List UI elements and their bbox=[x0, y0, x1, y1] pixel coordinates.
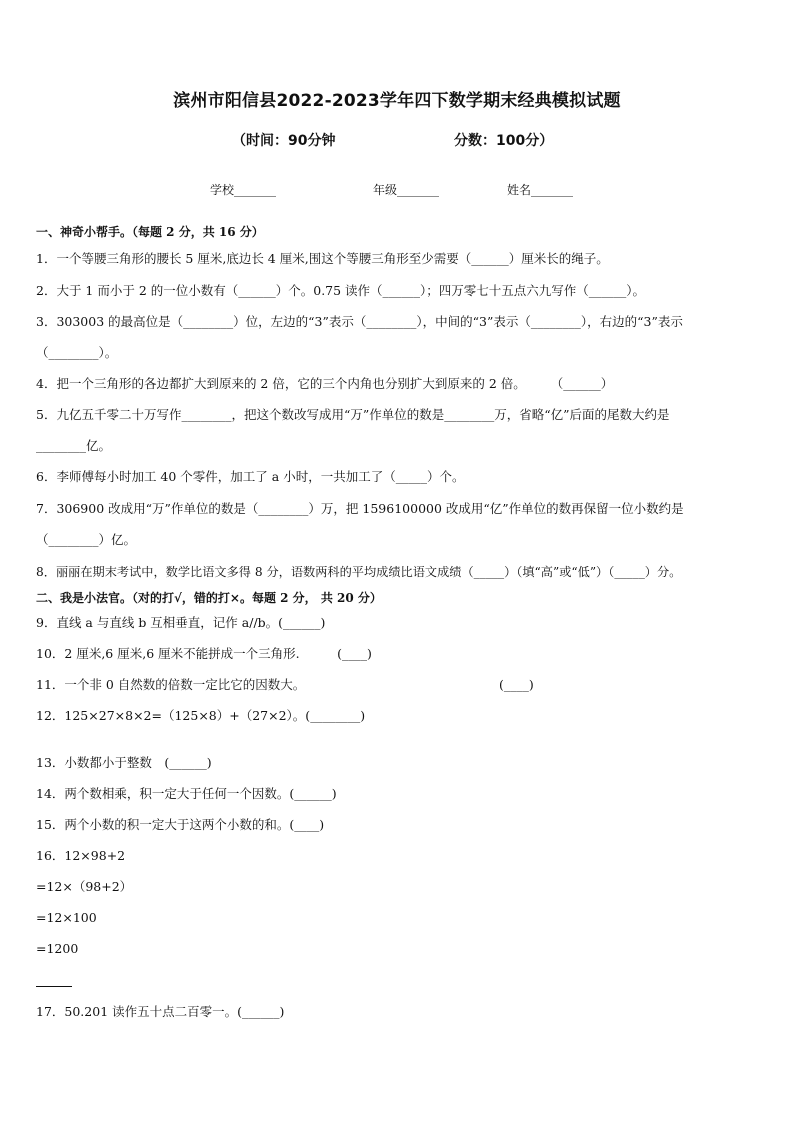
question-line: =1200 bbox=[36, 941, 79, 956]
question-line: 8．丽丽在期末考试中，数学比语文多得 8 分，语数两科的平均成绩比语文成绩（_____）（填“高”或“低”）（_____）分。 bbox=[36, 565, 682, 579]
question-line: （________）。 bbox=[36, 345, 118, 360]
grade-field[interactable]: 年级_______ bbox=[373, 183, 440, 197]
question-line: 5．九亿五千零二十万写作________，把这个数改写成用“万”作单位的数是________万，省略“亿”后面的尾数大约是 bbox=[36, 407, 670, 422]
question-line: 1．一个等腰三角形的腰长 5 厘米,底边长 4 厘米,围这个等腰三角形至少需要（______）厘米长的绳子。 bbox=[36, 251, 609, 266]
question-line: 11．一个非 0 自然数的倍数一定比它的因数大。 (____) bbox=[36, 677, 534, 692]
question-line: 3．303003 的最高位是（________）位，左边的“3”表示（________），中间的“3”表示（________），右边的“3”表示 bbox=[36, 314, 683, 329]
question-line: 13．小数都小于整数 (______) bbox=[36, 755, 212, 770]
question-line: 6．李师傅每小时加工 40 个零件，加工了 a 小时，一共加工了（_____）个。 bbox=[36, 469, 465, 484]
school-field[interactable]: 学校_______ bbox=[210, 183, 277, 197]
question-line: =12×（98+2） bbox=[36, 879, 133, 894]
exam-score: 分数：100分） bbox=[454, 133, 554, 149]
question-line: 10．2 厘米,6 厘米,6 厘米不能拼成一个三角形. (____) bbox=[36, 646, 372, 661]
question-line: 15．两个小数的积一定大于这两个小数的和。(____) bbox=[36, 817, 325, 832]
question-line: 17．50.201 读作五十点二百零一。(______) bbox=[36, 1004, 285, 1019]
question-line: （________）亿。 bbox=[36, 532, 137, 547]
name-field[interactable]: 姓名_______ bbox=[507, 183, 574, 197]
question-line: 2．大于 1 而小于 2 的一位小数有（______）个。0.75 读作（______）；四万零七十五点六九写作（______）。 bbox=[36, 283, 646, 298]
question-line: 7．306900 改成用“万”作单位的数是（________）万，把 1596100000 改成用“亿”作单位的数再保留一位小数约是 bbox=[36, 501, 684, 516]
question-line: 4．把一个三角形的各边都扩大到原来的 2 倍，它的三个内角也分别扩大到原来的 2 倍。 （______） bbox=[36, 376, 614, 391]
answer-underline bbox=[36, 986, 72, 987]
exam-title: 滨州市阳信县2022-2023学年四下数学期末经典模拟试题 bbox=[173, 91, 621, 111]
question-line: 14．两个数相乘，积一定大于任何一个因数。(______) bbox=[36, 786, 337, 801]
section-heading-1: 一、神奇小帮手。（每题 2 分，共 16 分） bbox=[36, 225, 264, 239]
question-line: 9．直线 a 与直线 b 互相垂直，记作 a//b。(______) bbox=[36, 615, 326, 630]
question-line: ________亿。 bbox=[36, 438, 112, 453]
question-line: 12．125×27×8×2=（125×8）+（27×2）。(________) bbox=[36, 708, 366, 723]
section-heading-2: 二、我是小法官。（对的打√，错的打×。每题 2 分， 共 20 分） bbox=[36, 591, 382, 605]
question-line: =12×100 bbox=[36, 910, 97, 925]
exam-time: （时间：90分钟 bbox=[232, 133, 336, 149]
question-line: 16．12×98+2 bbox=[36, 848, 126, 863]
